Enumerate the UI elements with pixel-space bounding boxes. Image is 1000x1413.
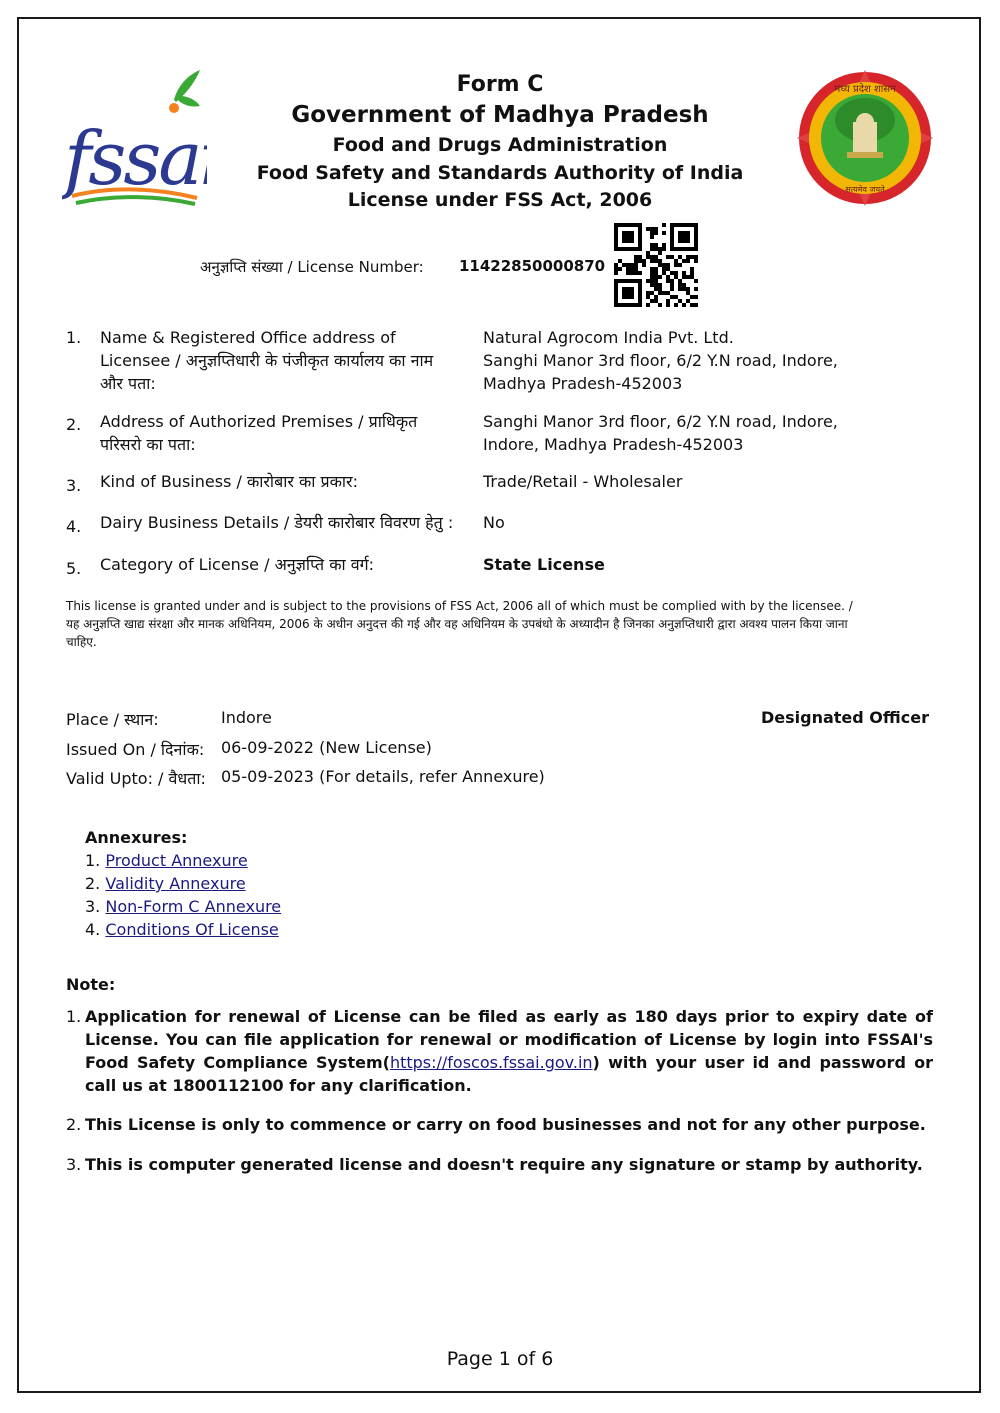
detail-number: 5. [66,559,82,578]
note-item-computer-generated [66,1153,933,1176]
detail-value-premises [483,410,883,456]
annexures-list [85,826,281,941]
valid-upto-value: 05-09-2023 (For details, refer Annexure) [221,767,545,786]
detail-number: 4. [66,517,82,536]
qr-code [614,223,698,307]
note-title: Note: [66,975,116,994]
license-number-label: अनुज्ञप्ति संख्या / License Number: [200,258,424,276]
license-number: 11422850000870 [459,257,606,275]
detail-label-category: Category of License / अनुज्ञप्ति का वर्ग: [100,555,375,574]
seal-text-top: मध्य प्रदेश शासन [834,84,896,95]
place-value: Indore [221,708,272,727]
page-number: Page 1 of 6 [446,1348,554,1370]
svg-text:fssai: fssai [64,116,207,202]
note-renewal-text: Application for renewal of License can be filed as early as 180 days prior to expiry date of License. You can file application for renewal or modification of License by login into FSSAI's Food Safety Compliance System( [85,1007,933,1072]
product-annexure-link[interactable]: Product Annexure [105,851,248,870]
annexure-number: 4. [85,920,101,939]
annexure-number: 1. [85,851,101,870]
note-item-purpose [66,1113,933,1136]
detail-label-business: Kind of Business / कारोबार का प्रकार: [100,472,358,491]
note-number: 1. [66,1007,82,1026]
issued-on-value: 06-09-2022 (New License) [221,738,432,757]
detail-number: 1. [66,328,82,347]
detail-label-licensee: Name & Registered Office address of Licensee / अनुज्ञप्तिधारी के पंजीकृत कार्यालय का नाम और पता: [100,328,434,393]
premises-address-line: Sanghi Manor 3rd floor, 6/2 Y.N road, Indore, [483,412,838,431]
note-number: 3. [66,1155,82,1174]
issued-on-label: Issued On / दिनांक: [66,740,205,759]
government-title: Government of Madhya Pradesh [291,102,709,128]
annexure-number: 2. [85,874,101,893]
mp-government-seal [797,70,933,206]
licensee-name: Natural Agrocom India Pvt. Ltd. [483,328,734,347]
detail-label-premises: Address of Authorized Premises / प्राधिकृत परिसरो का पता: [100,412,418,454]
detail-label-dairy: Dairy Business Details / डेयरी कारोबार विवरण हेतु : [100,513,454,532]
place-label: Place / स्थान: [66,710,159,729]
foscos-link[interactable]: https://foscos.fssai.gov.in [389,1053,593,1072]
note-number: 2. [66,1115,82,1134]
detail-number: 2. [66,415,82,434]
list-item [85,918,281,941]
non-form-c-annexure-link[interactable]: Non-Form C Annexure [105,897,282,916]
premises-address-line: Indore, Madhya Pradesh-452003 [483,435,744,454]
license-terms: This license is granted under and is subject to the provisions of FSS Act, 2006 all of which must be complied with by the licensee. / यह अनुज्ञप्ति खाद्य संरक्षा और मानक अधिनियम, 2006 के अधीन अनुदत्त की गई और वह अधिनियम के उपबंधो के अध्यादीन है जिनका अनुज्ञप्तिधारी द्वारा अवश्य पालन किया जाना चाहिए. [66,599,853,649]
seal-text-bottom: सत्यमेव जयते [845,185,885,194]
fssai-logo [62,66,207,211]
note-computer-generated-text: This is computer generated license and doesn't require any signature or stamp by authority. [85,1155,923,1174]
page-border [17,17,981,1393]
list-item [85,849,281,872]
act-title: License under FSS Act, 2006 [347,189,653,211]
licensee-address-line: Madhya Pradesh-452003 [483,374,683,393]
detail-value-business: Trade/Retail - Wholesaler [483,472,683,491]
detail-value-dairy: No [483,513,505,532]
detail-value-category: State License [483,555,605,574]
annexure-number: 3. [85,897,101,916]
detail-number: 3. [66,476,82,495]
designated-officer: Designated Officer [761,708,929,727]
note-purpose-text: This License is only to commence or carry on food businesses and not for any other purpose. [85,1115,926,1134]
form-title: Form C [456,72,544,97]
department-title: Food and Drugs Administration [332,134,668,156]
list-item [85,872,281,895]
authority-title: Food Safety and Standards Authority of India [256,162,744,184]
licensee-address-line: Sanghi Manor 3rd floor, 6/2 Y.N road, Indore, [483,351,838,370]
validity-annexure-link[interactable]: Validity Annexure [105,874,246,893]
valid-upto-label: Valid Upto: / वैधता: [66,769,206,788]
note-item-renewal [66,1005,933,1097]
annexures-title: Annexures: [85,828,188,847]
detail-value-licensee [483,326,883,395]
list-item [85,895,281,918]
conditions-of-license-link[interactable]: Conditions Of License [105,920,279,939]
note-renewal-text-end: ) with your user id and password or call us at 1800112100 for any clarification. [85,1053,934,1095]
